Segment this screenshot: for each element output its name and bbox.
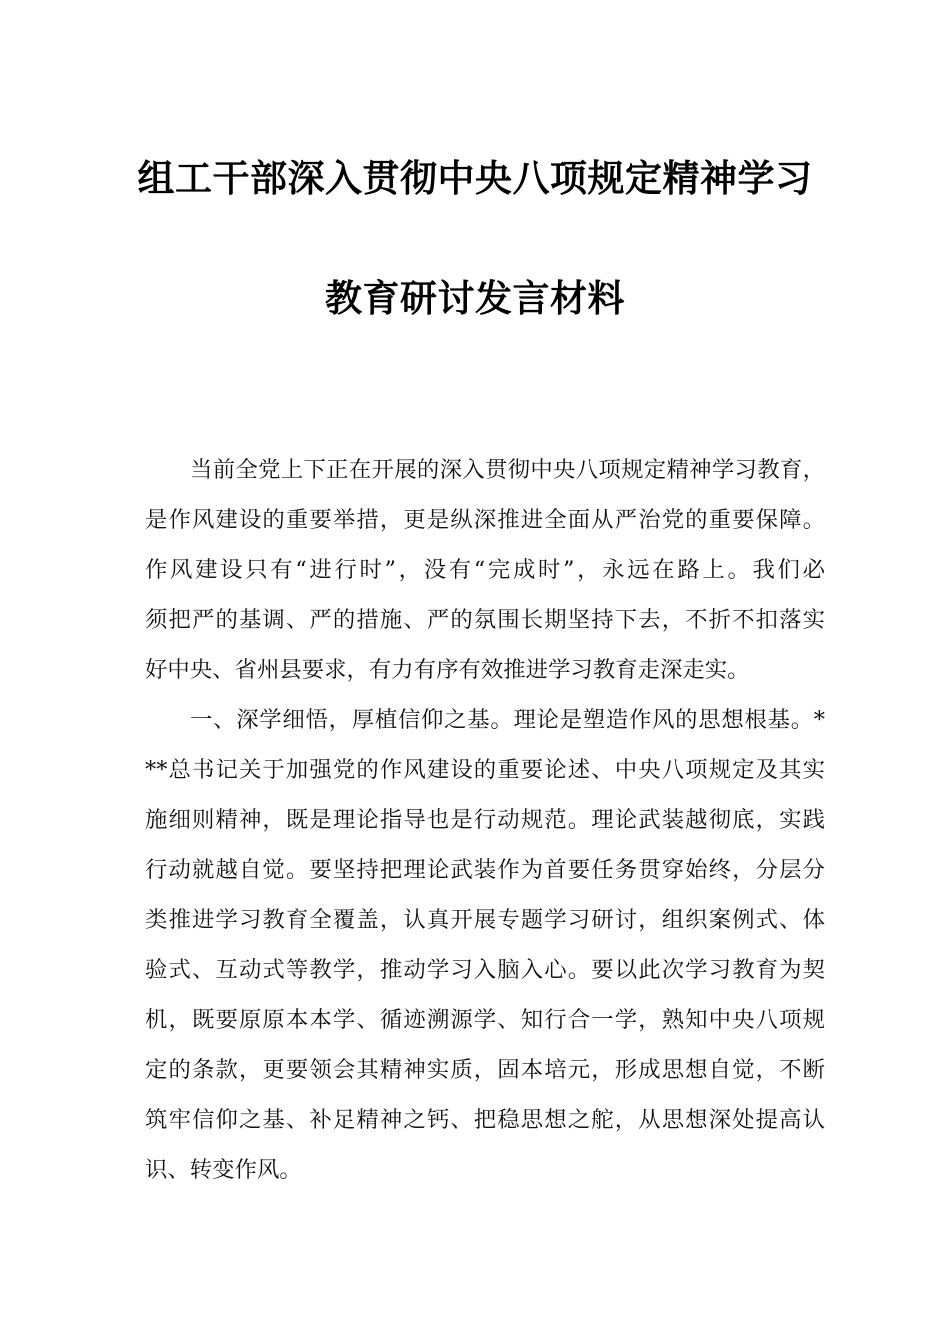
paragraph-2-line: 定的条款，更要领会其精神实质，固本培元，形成思想自觉，不断 xyxy=(145,1057,825,1083)
paragraph-2-line: 验式、互动式等教学，推动学习入脑入心。要以此次学习教育为契 xyxy=(145,957,825,983)
paragraph-1-line: 是作风建设的重要举措，更是纵深推进全面从严治党的重要保障。 xyxy=(145,507,825,533)
paragraph-2-line: 类推进学习教育全覆盖，认真开展专题学习研讨，组织案例式、体 xyxy=(145,907,825,933)
document-title-line-2: 教育研讨发言材料 xyxy=(325,277,625,320)
paragraph-2-line: **总书记关于加强党的作风建设的重要论述、中央八项规定及其实 xyxy=(145,757,825,783)
paragraph-2-line: 一、深学细悟，厚植信仰之基。理论是塑造作风的思想根基。* xyxy=(190,707,825,733)
paragraph-1-line: 须把严的基调、严的措施、严的氛围长期坚持下去，不折不扣落实 xyxy=(145,607,825,633)
paragraph-1-line: 好中央、省州县要求，有力有序有效推进学习教育走深走实。 xyxy=(145,657,750,683)
paragraph-2-line: 机，既要原原本本学、循迹溯源学、知行合一学，熟知中央八项规 xyxy=(145,1007,825,1033)
paragraph-2-line: 识、转变作风。 xyxy=(145,1157,302,1183)
paragraph-2-line: 施细则精神，既是理论指导也是行动规范。理论武装越彻底，实践 xyxy=(145,807,825,833)
paragraph-2-line: 筑牢信仰之基、补足精神之钙、把稳思想之舵，从思想深处提高认 xyxy=(145,1107,825,1133)
paragraph-1-line: 作风建设只有“进行时”，没有“完成时”，永远在路上。我们必 xyxy=(145,557,825,583)
paragraph-2-line: 行动就越自觉。要坚持把理论武装作为首要任务贯穿始终，分层分 xyxy=(145,857,825,883)
paragraph-1-line: 当前全党上下正在开展的深入贯彻中央八项规定精神学习教育， xyxy=(190,457,825,483)
document-title-line-1: 组工干部深入贯彻中央八项规定精神学习 xyxy=(137,157,813,200)
